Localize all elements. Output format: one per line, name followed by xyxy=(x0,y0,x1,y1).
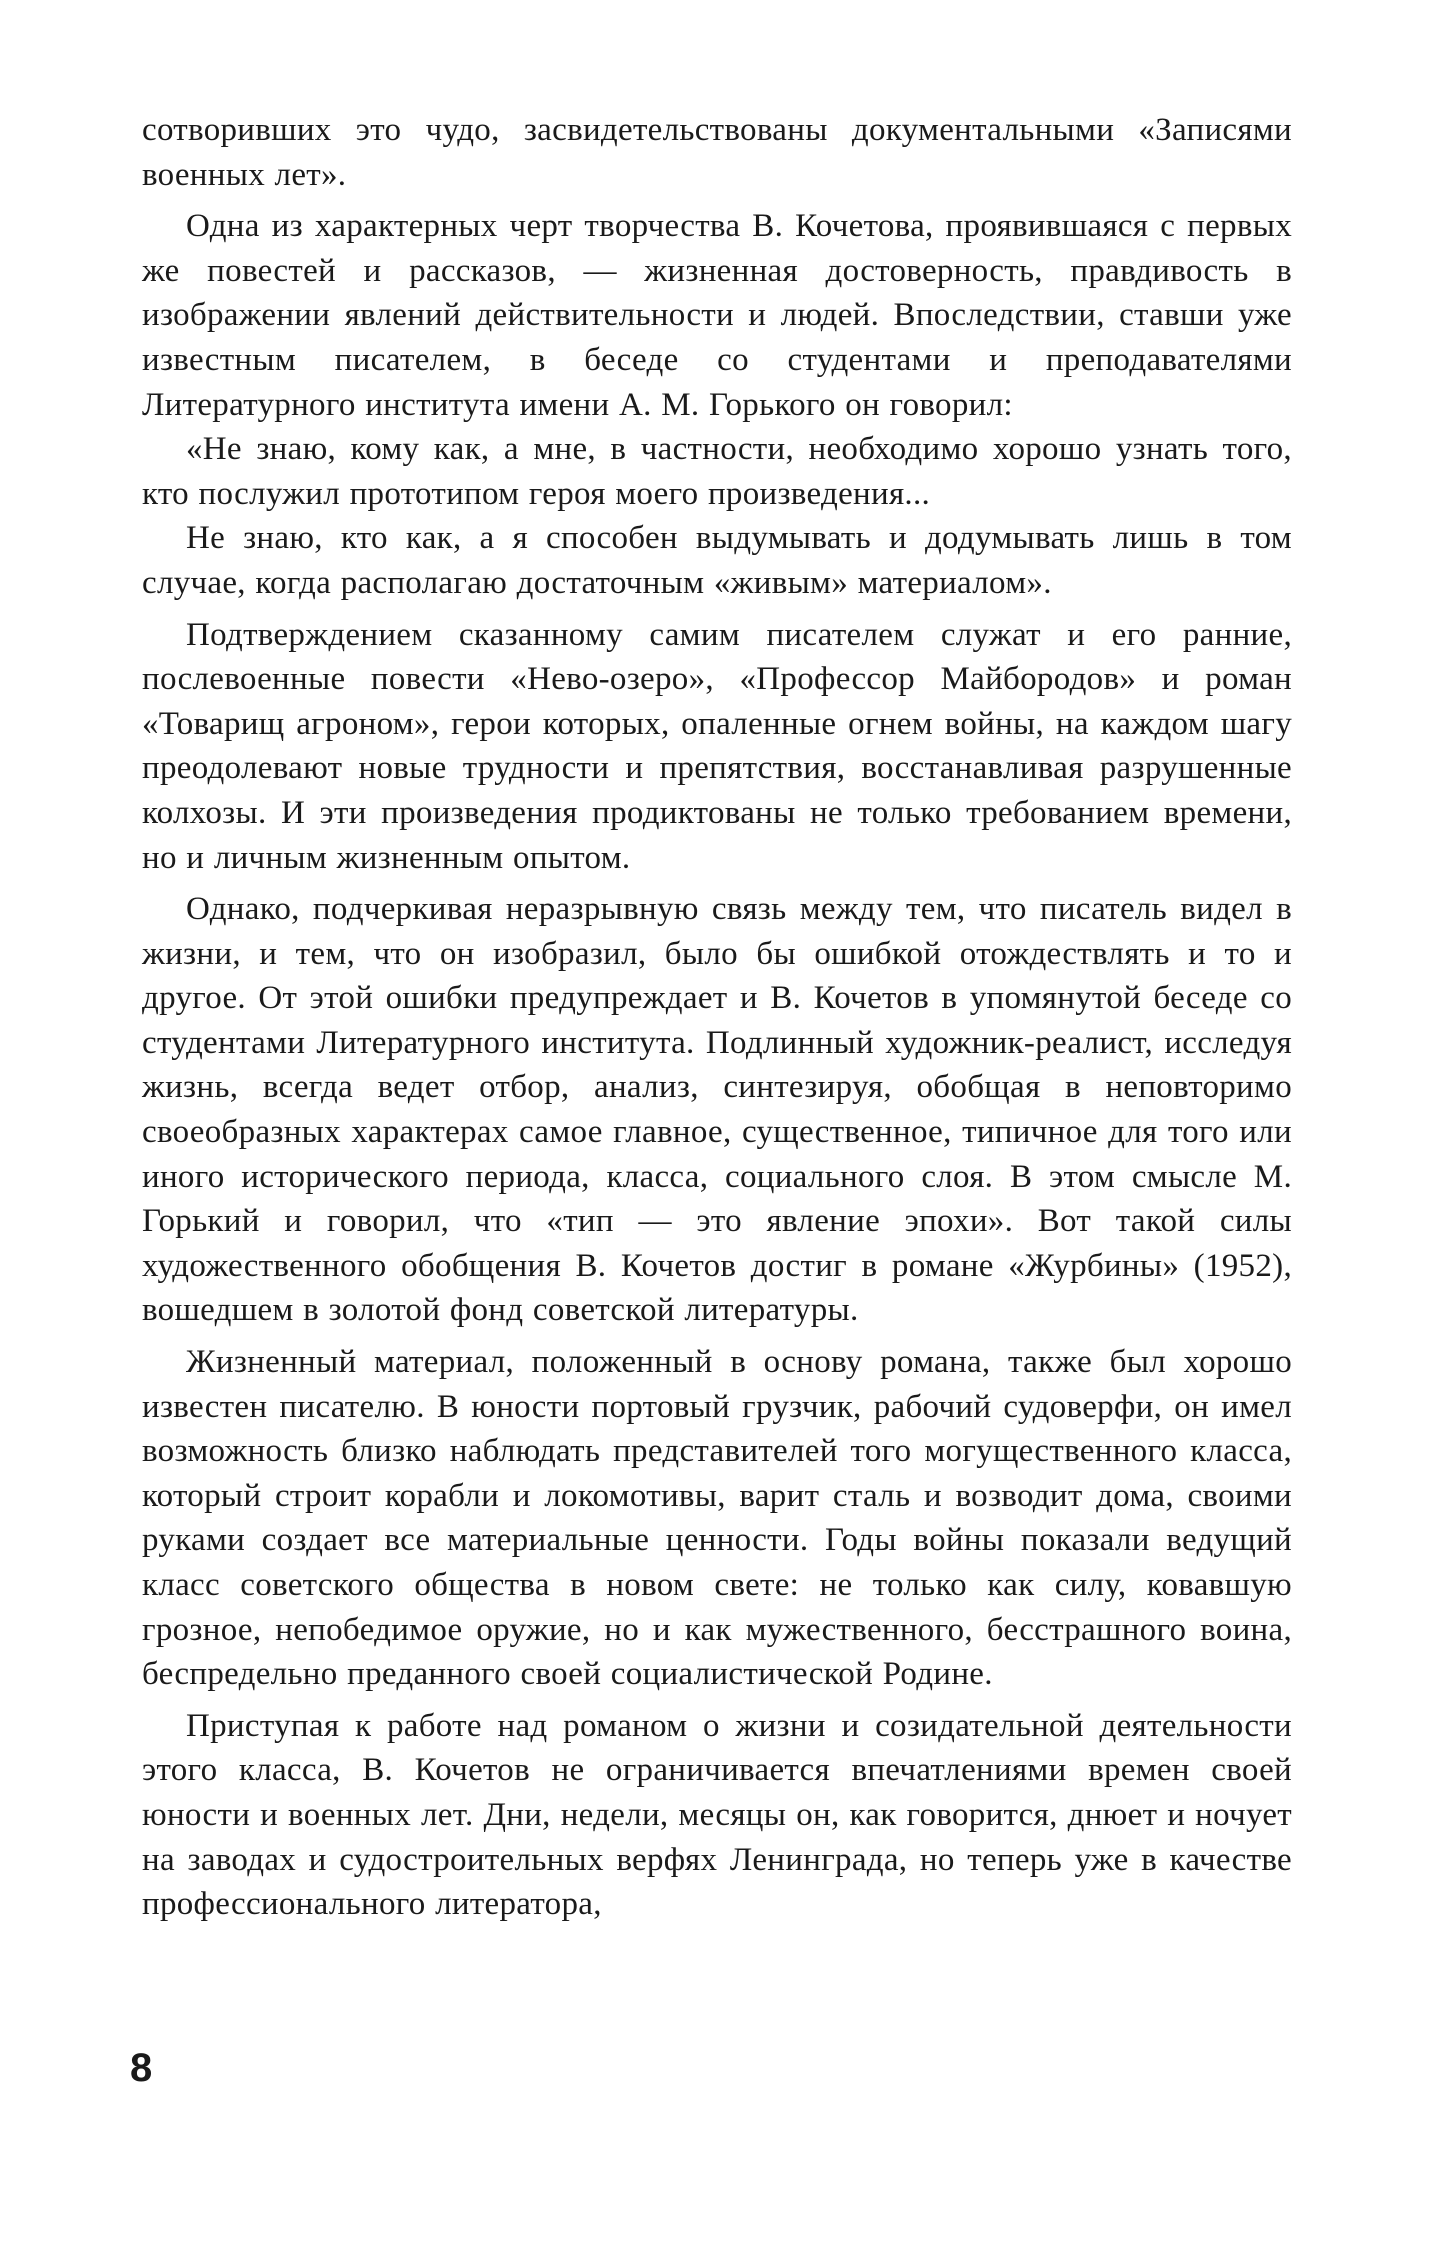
paragraph-7: Жизненный материал, положенный в основу романа, также был хорошо известен писателю. В юности портовый грузчик, рабочий судоверфи, он имел возможность близко наблюдать представителей того могущественного класса, который строит корабли и локомотивы, варит сталь и возводит дома, своими руками создает все материальные ценности. Годы войны показали ведущий класс советского общества в новом свете: не только как силу, ковавшую грозное, непобедимое оружие, но и как мужественного, бесстрашного воина, беспредельно преданного своей социалистической Родине. xyxy=(142,1344,1292,1693)
page-text-body xyxy=(142,108,1292,1927)
paragraph-3-quote: «Не знаю, кому как, а мне, в частности, необходимо хорошо узнать того, кто послужил прототипом героя моего произведения... xyxy=(142,431,1292,512)
page-number: 8 xyxy=(130,2046,153,2090)
paragraph-2: Одна из характерных черт творчества В. Кочетова, проявившаяся с первых же повестей и рассказов, — жизненная достоверность, правдивость в изображении явлений действительности и людей. Впоследствии, ставши уже известным писателем, в беседе со студентами и преподавателями Литературного института имени А. М. Горького он говорил: xyxy=(142,208,1292,423)
paragraph-8: Приступая к работе над романом о жизни и созидательной деятельности этого класса, В. Кочетов не ограничивается впечатлениями времен своей юности и военных лет. Дни, недели, месяцы он, как говорится, днюет и ночует на заводах и судостроительных верфях Ленинграда, но теперь уже в качестве профессионального литератора, xyxy=(142,1707,1292,1923)
paragraph-4-quote: Не знаю, кто как, а я способен выдумывать и додумывать лишь в том случае, когда располагаю достаточным «живым» материалом». xyxy=(142,520,1292,601)
paragraph-6: Однако, подчеркивая неразрывную связь между тем, что писатель видел в жизни, и тем, что он изобразил, было бы ошибкой отождествлять и то и другое. От этой ошибки предупреждает и В. Кочетов в упомянутой беседе со студентами Литературного института. Подлинный художник-реалист, исследуя жизнь, всегда ведет отбор, анализ, синтезируя, обобщая в неповторимо своеобразных характерах самое главное, существенное, типичное для того или иного исторического периода, класса, социального слоя. В этом смысле М. Горький и говорил, что «тип — это явление эпохи». Вот такой силы художественного обобщения В. Кочетов достиг в романе «Журбины» (1952), вошедшем в золотой фонд советской литературы. xyxy=(142,891,1292,1329)
paragraph-1: сотворивших это чудо, засвидетельствованы документальными «Записями военных лет». xyxy=(142,112,1292,193)
paragraph-5: Подтверждением сказанному самим писателем служат и его ранние, послевоенные повести «Нево-озеро», «Профессор Майбородов» и роман «Товарищ агроном», герои которых, опаленные огнем войны, на каждом шагу преодолевают новые трудности и препятствия, восстанавливая разрушенные колхозы. И эти произведения продиктованы не только требованием времени, но и личным жизненным опытом. xyxy=(142,616,1292,876)
